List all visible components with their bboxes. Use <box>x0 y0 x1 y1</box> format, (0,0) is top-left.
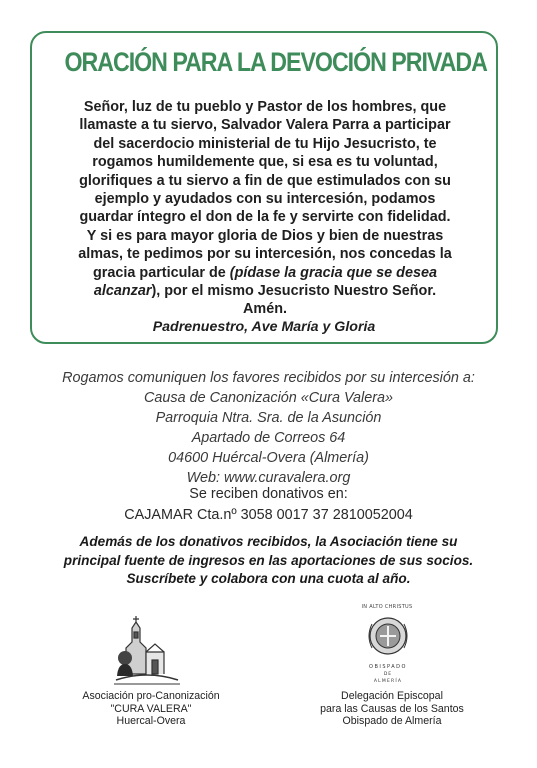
prayer-line: guardar íntegro el don de la fe y servirte con fidelidad. <box>79 209 451 226</box>
prayer-line: del sacerdocio ministerial de tu Hijo Jesucristo, te <box>93 135 437 152</box>
prayer-line: llamaste a tu siervo, Salvador Valera Parra a participar <box>79 117 451 134</box>
prayer-line: almas, te pedimos por su intercesión, nos concedas la <box>78 246 452 263</box>
membership-appeal <box>0 533 537 589</box>
prayer-line-text: ), por el mismo Jesucristo Nuestro Señor. <box>151 283 437 300</box>
donations-heading: Se reciben donativos en: <box>189 486 348 502</box>
org-line: Huercal-Overa <box>116 715 186 727</box>
contact-line: Apartado de Correos 64 <box>191 430 346 446</box>
bank-account: CAJAMAR Cta.nº 3058 0017 37 2810052004 <box>124 507 413 523</box>
seal-motto: IN ALTO CHRISTUS <box>361 604 413 610</box>
prayer-line: Señor, luz de tu pueblo y Pastor de los hombres, que <box>83 99 447 115</box>
contact-line: 04600 Huércal-Overa (Almería) <box>168 450 369 466</box>
contact-block <box>0 368 537 488</box>
delegation-name <box>292 690 492 728</box>
contact-intro: Rogamos comuniquen los favores recibidos por su intercesión a: <box>62 370 475 386</box>
prayer-line: ejemplo y ayudados con su intercesión, podamos <box>94 191 436 208</box>
contact-line: Parroquia Ntra. Sra. de la Asunción <box>155 410 382 426</box>
prayer-petition-note: (pídase la gracia que se desea <box>229 264 437 281</box>
prayer-line <box>48 282 482 300</box>
org-line: "CURA VALERA" <box>110 702 192 715</box>
prayer-line: rogamos humildemente que, si esa es tu voluntad, <box>92 154 438 171</box>
contact-website: Web: www.curavalera.org <box>186 470 351 486</box>
appeal-line: Además de los donativos recibidos, la Asociación tiene su <box>79 534 458 549</box>
prayer-line <box>48 264 482 282</box>
appeal-line: principal fuente de ingresos en las aportaciones de sus socios. <box>63 552 474 568</box>
prayer-title: ORACIÓN PARA LA DEVOCIÓN PRIVADA <box>64 47 487 77</box>
prayer-line: glorifiques a tu siervo a fin de que estimulados con su <box>79 172 451 189</box>
diocese-seal <box>358 604 418 688</box>
org-line: Asociación pro-Canonización <box>82 690 220 702</box>
contact-line: Causa de Canonización «Cura Valera» <box>143 390 394 406</box>
org-line: Obispado de Almería <box>342 715 442 727</box>
appeal-line: Suscríbete y colabora con una cuota al año. <box>126 571 411 586</box>
seal-text: OBISPADO <box>369 664 407 670</box>
org-line: para las Causas de los Santos <box>320 702 464 715</box>
association-logo <box>112 614 182 686</box>
prayer-text <box>48 98 482 319</box>
prayer-closing: Padrenuestro, Ave María y Gloria <box>152 319 376 335</box>
org-line: Delegación Episcopal <box>341 690 443 702</box>
prayer-petition-note: alcanzar <box>93 283 152 300</box>
seal-text: ALMERÍA <box>373 679 403 684</box>
prayer-line: Y si es para mayor gloria de Dios y bien de nuestras <box>86 227 444 244</box>
association-name <box>56 690 246 728</box>
prayer-box <box>30 31 498 344</box>
prayer-line-text: gracia particular de <box>93 264 230 281</box>
donations-block <box>0 484 537 526</box>
seal-text: DE <box>383 672 393 677</box>
prayer-amen: Amén. <box>243 301 287 318</box>
